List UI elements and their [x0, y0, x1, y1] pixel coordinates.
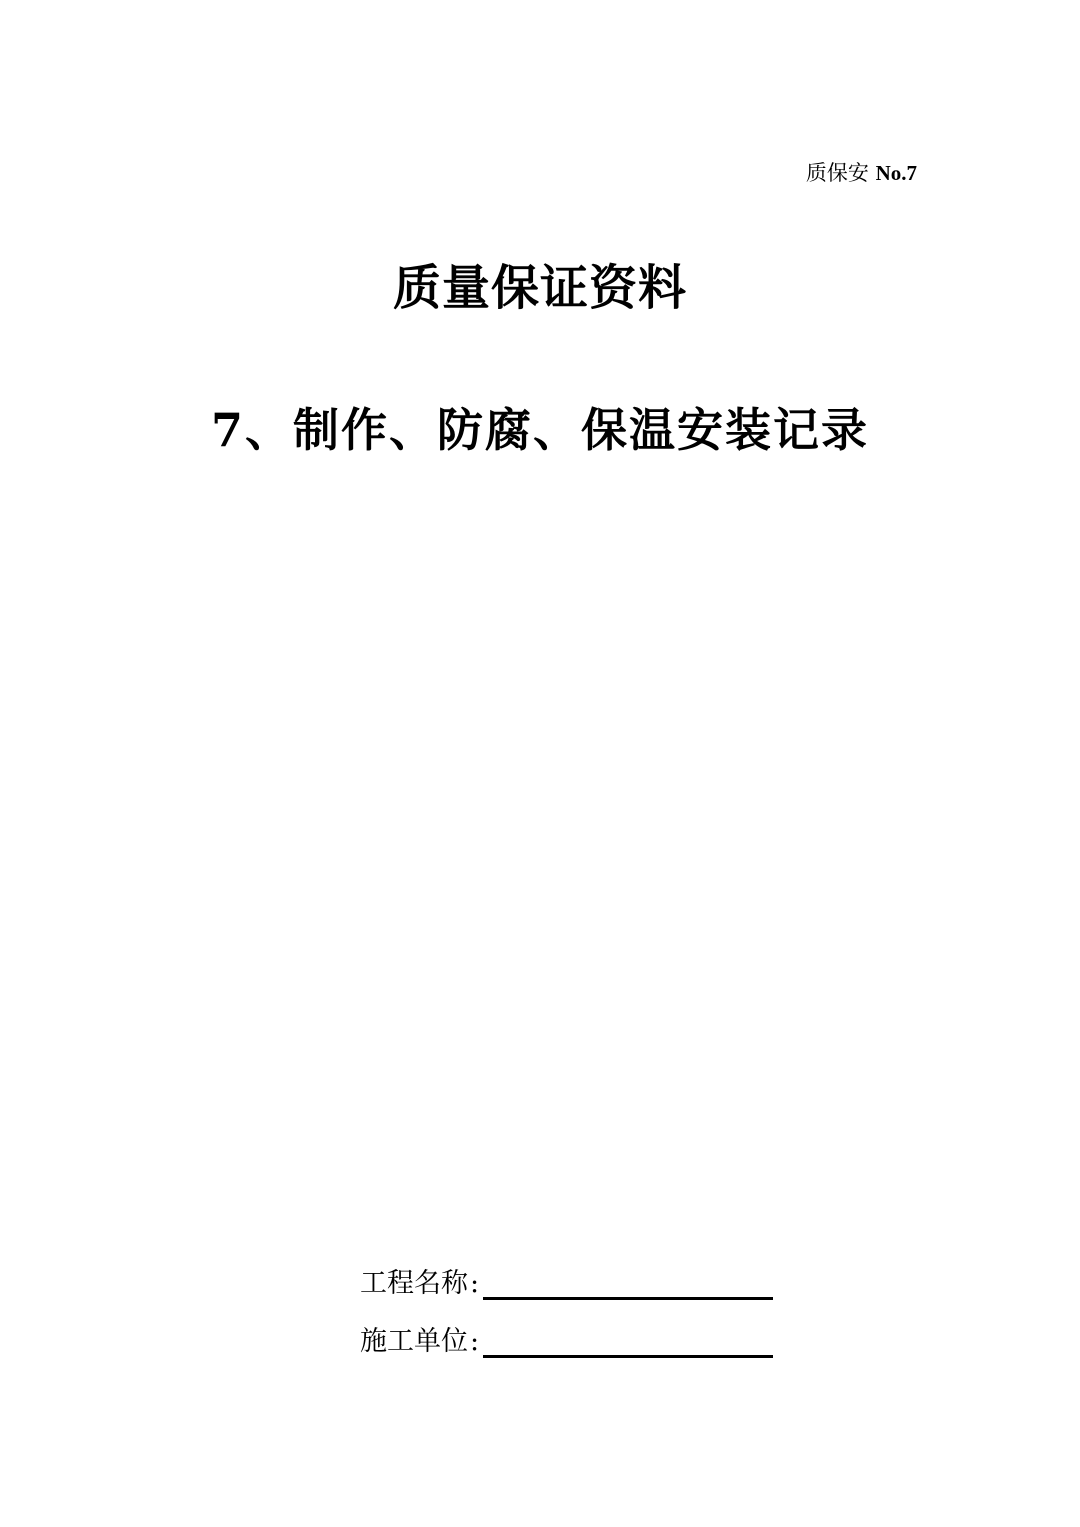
document-number	[806, 158, 917, 188]
project-name-label: 工程名称	[360, 1268, 468, 1299]
construction-unit-field	[360, 1320, 773, 1360]
document-number-value: No.7	[875, 161, 917, 185]
project-name-blank[interactable]	[483, 1267, 773, 1300]
page-title: 质量保证资料	[392, 260, 687, 316]
construction-unit-blank[interactable]	[483, 1325, 773, 1358]
project-name-colon: :	[470, 1268, 480, 1299]
section-title: 7、制作、防腐、保温安装记录	[210, 403, 869, 457]
project-name-field	[360, 1262, 773, 1302]
construction-unit-colon: :	[470, 1326, 480, 1357]
document-number-label: 质保安	[805, 161, 869, 185]
construction-unit-label: 施工单位	[360, 1326, 468, 1357]
